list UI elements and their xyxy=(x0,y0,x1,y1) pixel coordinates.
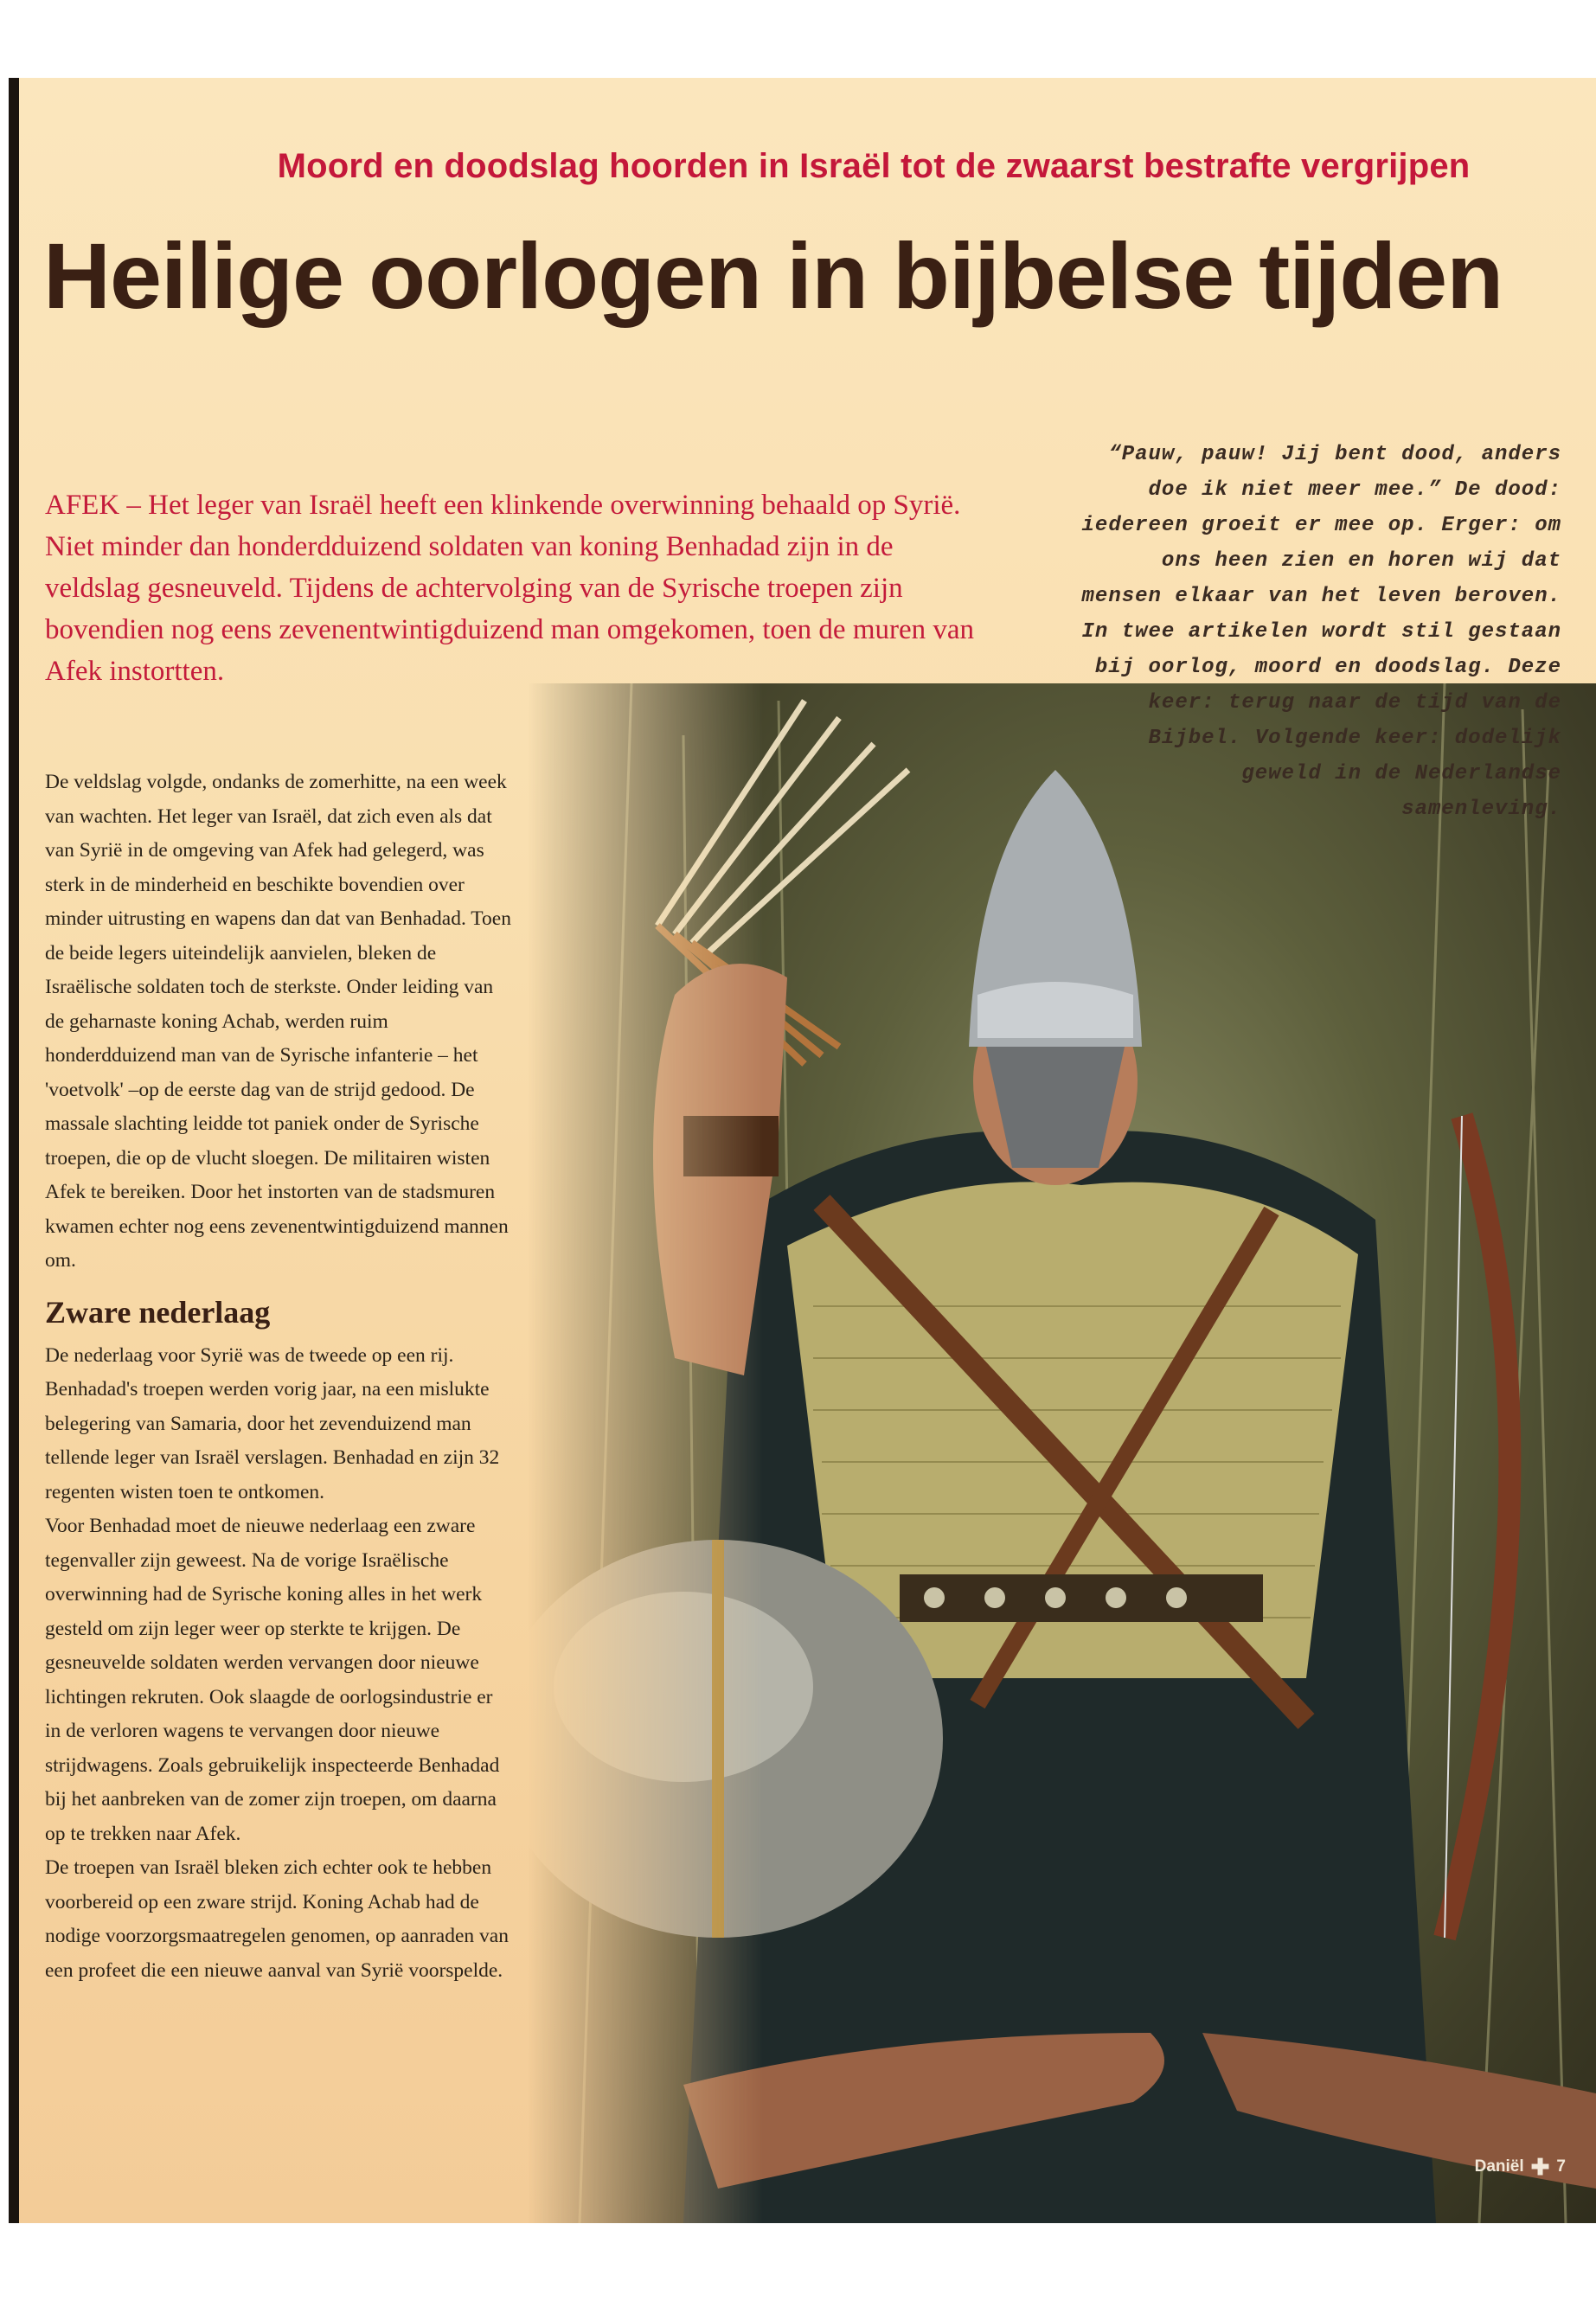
soldier-photo xyxy=(528,683,1596,2223)
article-headline: Heilige oorlogen in bijbelse tijden xyxy=(43,223,1503,328)
body-paragraph: De veldslag volgde, ondanks de zomerhitte, na een week van wachten. Het leger van Israël, dat zich even als dat van Syrië in de omgeving van Afek had gelegerd, was sterk in de minderheid en beschikte bovendien over minder uitrusting en wapens dan dat van Benhadad. Toen de beide legers uiteindelijk aanvielen, bleken de Israëlische soldaten toch de sterkste. Onder leiding van de geharnaste koning Achab, werden ruim honderdduizend man van de Syrische infanterie – het 'voetvolk' –op de eerste dag van de strijd gedood. De massale slachting leidde tot paniek onder de Syrische troepen, die op de vlucht sloegen. De militairen wisten Afek te bereiken. Door het instorten van de stadsmuren kwamen echter nog eens zevenentwintigduizend mannen om. xyxy=(45,771,511,1272)
soldier-illustration xyxy=(528,683,1596,2223)
magazine-page xyxy=(9,78,1596,2223)
body-paragraph: Voor Benhadad moet de nieuwe nederlaag een zware tegenvaller zijn geweest. Na de vorige Israëlische overwinning had de Syrische koning alles in het werk gesteld om zijn leger weer op sterkte te krijgen. De gesneuvelde soldaten werden vervangen door nieuwe lichtingen rekruten. Ook slaagde de oorlogsindustrie er in de verloren wagens te vervangen door nieuwe strijdwagens. Zoals gebruikelijk inspecteerde Benhadad bij het aanbreken van de zomer zijn troepen, om daarna op te trekken naar Afek. xyxy=(45,1515,500,1845)
cross-icon: ✚ xyxy=(1530,2153,1550,2180)
page-number: 7 xyxy=(1556,2157,1566,2176)
magazine-name: Daniël xyxy=(1474,2157,1524,2176)
body-paragraph: De troepen van Israël bleken zich echter ook te hebben voorbereid op een zware strijd. Koning Achab had de nodige voorzorgsmaatregelen genomen, op aanraden van een profeet die een nieuwe aanval van Syrië voorspelde. xyxy=(45,1856,509,1982)
article-subhead: Zware nederlaag xyxy=(45,1294,271,1330)
article-body xyxy=(45,766,512,1988)
page-spine xyxy=(9,78,19,2223)
body-paragraph: De nederlaag voor Syrië was de tweede op een rij. Benhadad's troepen werden vorig jaar, na een mislukte belegering van Samaria, door het zevenduizend man tellende leger van Israël verslagen. Benhadad en zijn 32 regenten wisten toen te ontkomen. xyxy=(45,1343,500,1503)
article-aside-quote: “Pauw, pauw! Jij bent dood, anders doe ik niet meer mee.” De dood: iedereen groeit er mee op. Erger: om ons heen zien en horen wij dat mensen elkaar van het leven beroven. In twee artikelen wordt stil gestaan bij oorlog, moord en doodslag. Deze keer: terug naar de tijd van de Bijbel. Volgende keer: dodelijk geweld in de Nederlandse samenleving. xyxy=(1081,443,1561,821)
page-footer xyxy=(1393,2145,1566,2189)
article-overline: Moord en doodslag hoorden in Israël tot de zwaarst bestrafte vergrijpen xyxy=(277,147,1471,185)
article-intro: AFEK – Het leger van Israël heeft een klinkende overwinning behaald op Syrië. Niet minder dan honderdduizend soldaten van koning Benhadad zijn in de veldslag gesneuveld. Tijdens de achtervolging van de Syrische troepen zijn bovendien nog eens zevenentwintigduizend man omgekomen, toen de muren van Afek instortten. xyxy=(45,490,975,687)
